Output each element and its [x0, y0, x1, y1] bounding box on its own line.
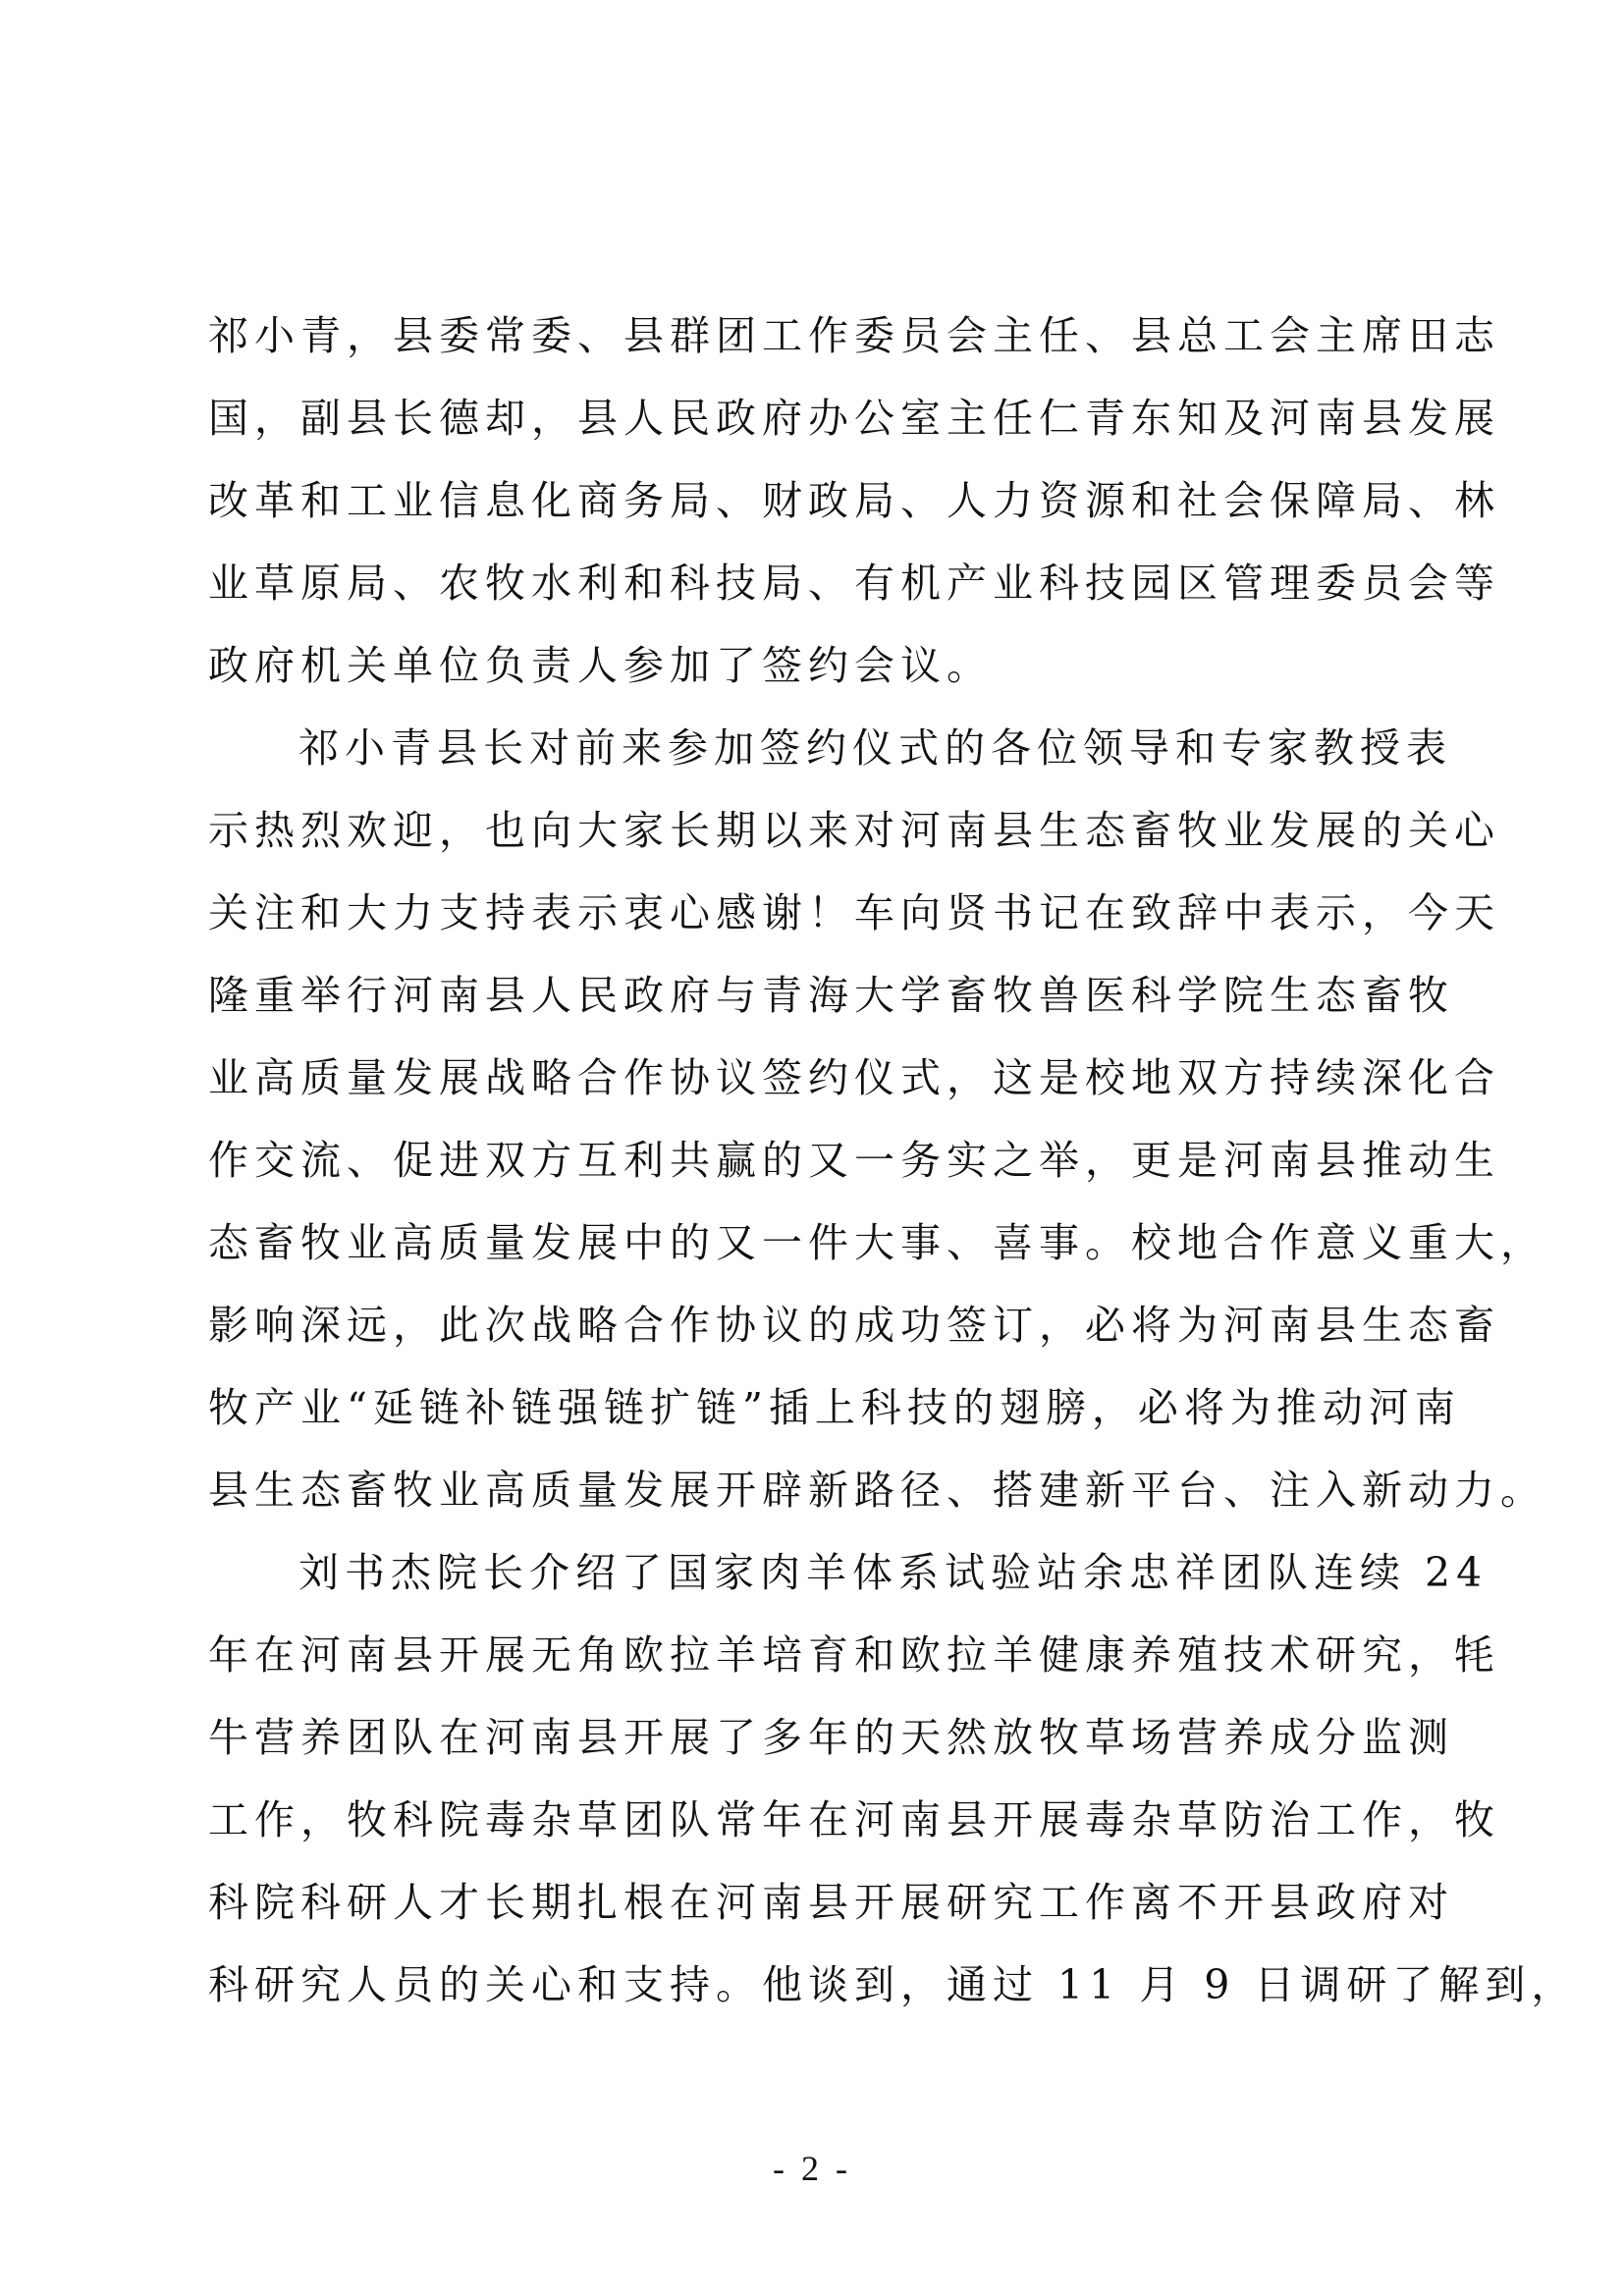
paragraph-line: 年在河南县开展无角欧拉羊培育和欧拉羊健康养殖技术研究，牦 [208, 1631, 1500, 1679]
paragraph-line: 关注和大力支持表示衷心感谢！车向贤书记在致辞中表示，今天 [208, 889, 1500, 936]
paragraph-line: 国，副县长德却，县人民政府办公室主任仁青东知及河南县发展 [208, 395, 1500, 442]
paragraph-line: 业草原局、农牧水利和科技局、有机产业科技园区管理委员会等 [208, 560, 1500, 607]
paragraph-line: 祁小青，县委常委、县群团工作委员会主任、县总工会主席田志 [208, 312, 1500, 359]
paragraph-line: 隆重举行河南县人民政府与青海大学畜牧兽医科学院生态畜牧 [208, 972, 1454, 1019]
paragraph-line: 影响深远，此次战略合作协议的成功签订，必将为河南县生态畜 [208, 1302, 1500, 1349]
paragraph-line: 祁小青县长对前来参加签约仪式的各位领导和专家教授表 [298, 724, 1452, 772]
paragraph-line: 作交流、促进双方互利共赢的又一务实之举，更是河南县推动生 [208, 1137, 1500, 1184]
paragraph-line: 刘书杰院长介绍了国家肉羊体系试验站余忠祥团队连续 24 [298, 1549, 1489, 1596]
paragraph-line: 牛营养团队在河南县开展了多年的天然放牧草场营养成分监测 [208, 1714, 1454, 1761]
paragraph-line: 示热烈欢迎，也向大家长期以来对河南县生态畜牧业发展的关心 [208, 807, 1500, 854]
paragraph-line: 牧产业“延链补链强链扩链”插上科技的翅膀，必将为推动河南 [208, 1384, 1461, 1431]
paragraph-line: 业高质量发展战略合作协议签约仪式，这是校地双方持续深化合 [208, 1054, 1500, 1101]
paragraph-line: 态畜牧业高质量发展中的又一件大事、喜事。校地合作意义重大， [208, 1219, 1546, 1266]
paragraph-line: 县生态畜牧业高质量发展开辟新路径、搭建新平台、注入新动力。 [208, 1467, 1546, 1514]
page-number: - 2 - [773, 2149, 851, 2188]
paragraph-line: 改革和工业信息化商务局、财政局、人力资源和社会保障局、林 [208, 477, 1500, 524]
paragraph-line: 政府机关单位负责人参加了签约会议。 [208, 642, 993, 689]
body-text [208, 294, 1578, 2026]
paragraph-line: 科研究人员的关心和支持。他谈到，通过 11 月 9 日调研了解到， [208, 1961, 1578, 2008]
paragraph-line: 工作，牧科院毒杂草团队常年在河南县开展毒杂草防治工作，牧 [208, 1796, 1500, 1843]
paragraph-line: 科院科研人才长期扎根在河南县开展研究工作离不开县政府对 [208, 1879, 1454, 1926]
